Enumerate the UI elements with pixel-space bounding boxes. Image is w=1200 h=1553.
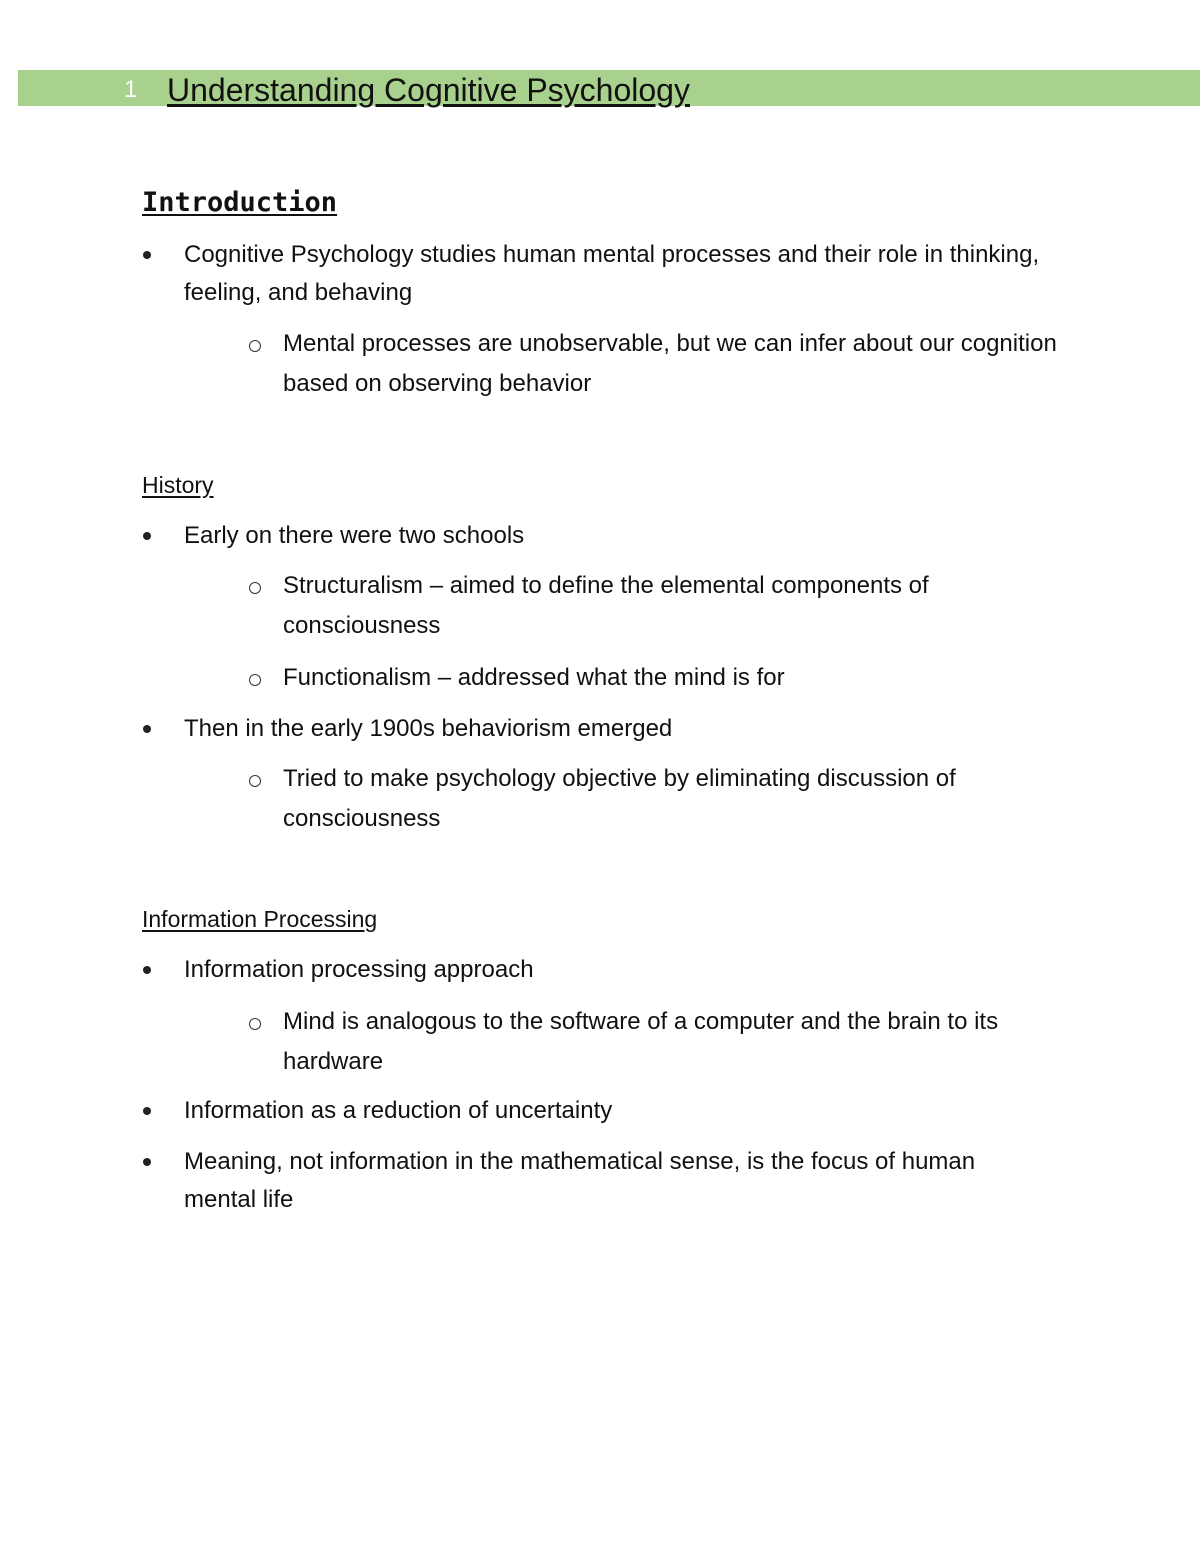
- bullet-icon: [143, 725, 151, 733]
- bullet-icon: [143, 1158, 151, 1166]
- sub-list-item: Structuralism – aimed to define the elemental components of consciousness: [283, 572, 929, 639]
- list-item: Information processing approach: [184, 956, 534, 983]
- list-item: Early on there were two schools: [184, 522, 525, 549]
- list-item: Cognitive Psychology studies human mental processes and their role in thinking, feeling, and behaving: [184, 241, 1040, 306]
- hollow-bullet-icon: [249, 340, 261, 352]
- list-item: Information as a reduction of uncertainty: [184, 1097, 613, 1124]
- list-item: Meaning, not information in the mathematical sense, is the focus of human mental life: [184, 1148, 976, 1213]
- chapter-title: Understanding Cognitive Psychology: [167, 72, 690, 108]
- list-item: Then in the early 1900s behaviorism emerged: [184, 715, 673, 742]
- sub-list-item: Mental processes are unobservable, but we can infer about our cognition based on observing behavior: [283, 330, 1057, 397]
- chapter-number: 1: [124, 76, 138, 103]
- section-heading-history: History: [142, 472, 214, 498]
- bullet-icon: [143, 1107, 151, 1115]
- bullet-icon: [143, 251, 151, 259]
- sub-list-item: Tried to make psychology objective by eliminating discussion of consciousness: [283, 765, 956, 832]
- sub-list-item: Functionalism – addressed what the mind is for: [283, 664, 785, 691]
- hollow-bullet-icon: [249, 1018, 261, 1030]
- section-heading-introduction: Introduction: [142, 187, 338, 218]
- bullet-icon: [143, 966, 151, 974]
- hollow-bullet-icon: [249, 674, 261, 686]
- hollow-bullet-icon: [249, 582, 261, 594]
- section-heading-information-processing: Information Processing: [142, 906, 378, 932]
- hollow-bullet-icon: [249, 775, 261, 787]
- bullet-icon: [143, 532, 151, 540]
- sub-list-item: Mind is analogous to the software of a computer and the brain to its hardware: [283, 1008, 999, 1075]
